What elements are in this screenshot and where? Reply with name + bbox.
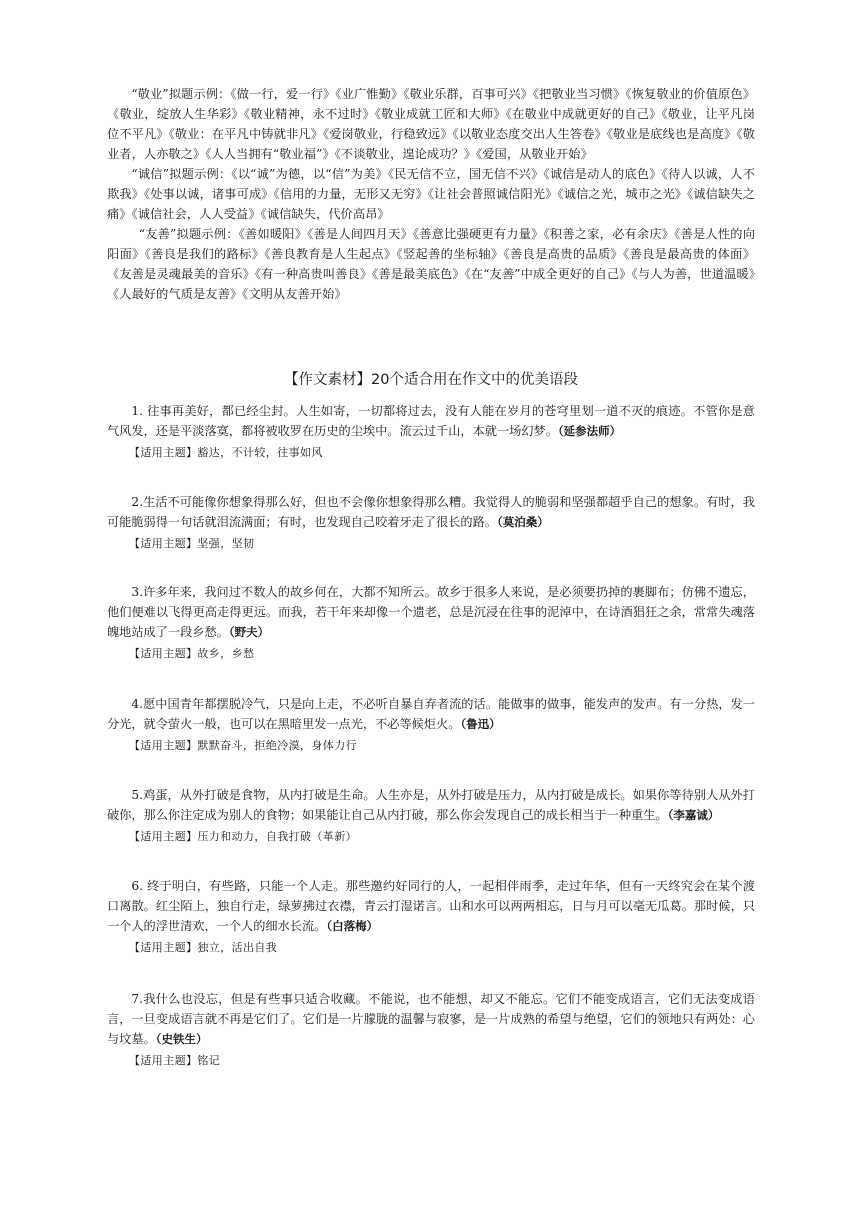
entry-4	[107, 694, 755, 756]
entry-theme: 【适用主题】独立，活出自我	[129, 941, 278, 954]
entry-author: （野夫）	[228, 625, 270, 639]
intro-paragraph-chengxin: “诚信”拟题示例：《以“诚”为德，以“信”为美》《民无信不立，国无信不兴》《诚信是动人的底色》《待人以诚，人不欺我》《处事以诚，诸事可成》《信用的力量，无形又无穷》《让社会普照诚信阳光》《诚信之光，城市之光》《诚信缺失之痛》《诚信社会，人人受益》《诚信缺失，代价高昂》	[107, 167, 755, 221]
entry-text: 4.愿中国青年都摆脱冷气，只是向上走，不必听自暴自弃者流的话。能做事的做事，能发声的发声。有一分热，发一分光，就令萤火一般，也可以在黑暗里发一点光，不必等候炬火。（鲁迅）	[107, 697, 755, 731]
entry-6	[107, 876, 755, 958]
entry-1	[107, 401, 755, 463]
entry-author: （白落梅）	[326, 919, 379, 933]
entry-text: 6. 终于明白，有些路，只能一个人走。那些邀约好同行的人，一起相伴雨季，走过年华，但有一天终究会在某个渡口离散。红尘陌上，独自行走，绿萝拂过衣襟，青云打湿诺言。山和水可以两两相忘，日与月可以毫无瓜葛。那时候，只一个人的浮世清欢，一个人的细水长流。（白落梅）	[107, 879, 755, 933]
entry-5	[107, 785, 755, 847]
entry-theme: 【适用主题】默默奋斗，拒绝冷漠，身体力行	[129, 739, 357, 752]
entry-3	[107, 582, 755, 664]
entry-text: 2.生活不可能像你想象得那么好，但也不会像你想象得那么糟。我觉得人的脆弱和坚强都超乎自己的想象。有时，我可能脆弱得一句话就泪流满面；有时，也发现自己咬着牙走了很长的路。（莫泊桑）	[107, 495, 755, 529]
intro-block	[107, 84, 755, 304]
entry-7	[107, 989, 755, 1071]
entry-theme: 【适用主题】故乡，乡愁	[129, 647, 255, 660]
entry-text: 3.许多年来，我问过不数人的故乡何在，大都不知所云。故乡于很多人来说，是必须要扔掉的裹脚布；仿佛不遗忘，他们便难以飞得更高走得更远。而我，若干年来却像一个遗老，总是沉浸在往事的泥淖中，在诗酒猖狂之余，常常失魂落魄地站成了一段乡愁。（野夫）	[107, 585, 755, 639]
entry-2	[107, 492, 755, 554]
intro-paragraph-youshan: “友善”拟题示例：《善如暖阳》《善是人间四月天》《善意比强硬更有力量》《积善之家，必有余庆》《善是人性的向阳面》《善良是我们的路标》《善良教育是人生起点》《竖起善的坐标轴》《善良是高贵的品质》《善良是最高贵的体面》《友善是灵魂最美的音乐》《有一种高贵叫善良》《善是最美底色》《在“友善”中成全更好的自己》《与人为善，世道温暖》《人最好的气质是友善》《文明从友善开始》	[107, 227, 755, 301]
entry-theme: 【适用主题】压力和动力，自我打破（革新）	[129, 830, 357, 843]
entry-author: （莫泊桑）	[497, 515, 549, 529]
intro-paragraph-jingye: “敬业”拟题示例：《做一行，爱一行》《业广惟勤》《敬业乐群，百事可兴》《把敬业当习惯》《恢复敬业的价值原色》《敬业，绽放人生华彩》《敬业精神，永不过时》《敬业成就工匠和大师》《在敬业中成就更好的自己》《敬业，让平凡岗位不平凡》《敬业：在平凡中铸就非凡》《爱岗敬业，行稳致远》《以敬业态度交出人生答卷》《敬业是底线也是高度》《敬业者，人亦敬之》《人人当拥有“敬业福”》《不谈敬业，遑论成功？》《爱国，从敬业开始》	[107, 87, 755, 161]
entry-author: （延参法师）	[557, 424, 622, 438]
entry-text: 1. 往事再美好，都已经尘封。人生如寄，一切都将过去，没有人能在岁月的苍穹里划一道不灭的痕迹。不管你是意气风发，还是平淡落寞，都将被收罗在历史的尘埃中。流云过千山，本就一场幻梦。（延参法师）	[107, 404, 755, 438]
entry-theme: 【适用主题】豁达，不计较，往事如风	[129, 446, 323, 459]
entry-text: 7.我什么也没忘，但是有些事只适合收藏。不能说，也不能想，却又不能忘。它们不能变成语言，它们无法变成语言，一旦变成语言就不再是它们了。它们是一片朦胧的温馨与寂寥，是一片成熟的希望与绝望，它们的领地只有两处：心与坟墓。（史铁生）	[107, 992, 755, 1046]
entry-theme: 【适用主题】坚强，坚韧	[129, 537, 255, 550]
entry-author: （李嘉诚）	[667, 808, 720, 822]
entry-text: 5.鸡蛋，从外打破是食物，从内打破是生命。人生亦是，从外打破是压力，从内打破是成长。如果你等待别人从外打破你，那么你注定成为别人的食物；如果能让自己从内打破，那么你会发现自己的成长相当于一种重生。（李嘉诚）	[107, 788, 755, 822]
section-title: 【作文素材】20个适合用在作文中的优美语段	[284, 372, 578, 388]
entry-author: （鲁迅）	[460, 717, 501, 731]
entry-author: （史铁生）	[155, 1032, 208, 1046]
entry-theme: 【适用主题】铭记	[129, 1054, 221, 1067]
